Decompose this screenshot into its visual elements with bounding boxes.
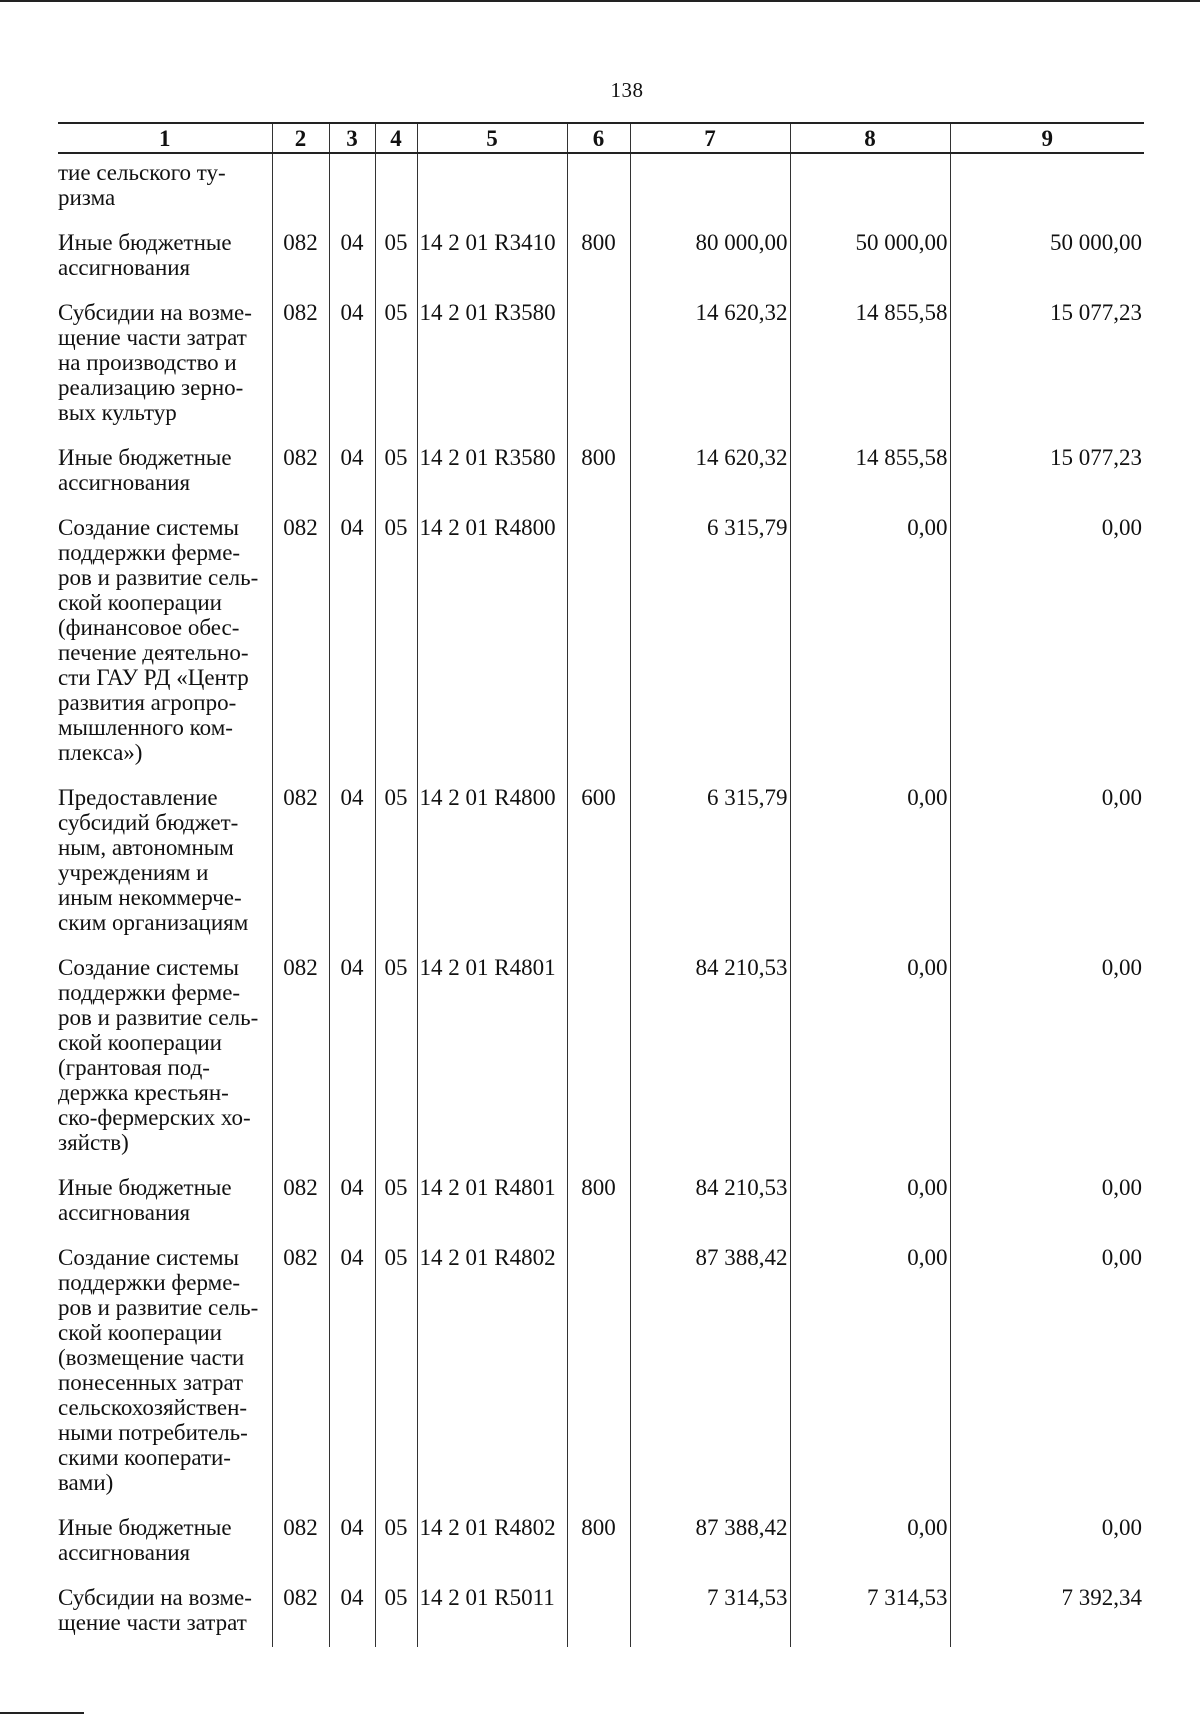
amount-col-7: 84 210,53	[630, 947, 790, 1167]
column-header: 5	[417, 123, 567, 153]
target-article-code: 14 2 01 R3580	[417, 437, 567, 507]
expense-type-code	[567, 1237, 630, 1507]
footnote-rule	[0, 1712, 84, 1714]
column-header: 4	[375, 123, 417, 153]
subsection-code: 05	[375, 292, 417, 437]
row-description: тие сельского ту- ризма	[58, 160, 226, 210]
subsection-code: 05	[375, 947, 417, 1167]
table-row	[58, 437, 1144, 507]
amount-col-8: 0,00	[790, 947, 950, 1167]
amount-col-7: 6 315,79	[630, 507, 790, 777]
table-row	[58, 292, 1144, 437]
column-header: 3	[329, 123, 375, 153]
section-code: 04	[329, 292, 375, 437]
expense-type-code	[567, 507, 630, 777]
top-border-line	[0, 0, 1200, 2]
amount-col-9: 0,00	[950, 1167, 1144, 1237]
row-description: Субсидии на возме- щение части затрат	[58, 1585, 252, 1635]
subsection-code: 05	[375, 437, 417, 507]
subsection-code	[375, 153, 417, 222]
amount-col-8: 50 000,00	[790, 222, 950, 292]
target-article-code: 14 2 01 R5011	[417, 1577, 567, 1647]
expense-type-code: 800	[567, 437, 630, 507]
amount-col-7: 14 620,32	[630, 437, 790, 507]
amount-col-8	[790, 153, 950, 222]
expense-type-code: 800	[567, 1167, 630, 1237]
expense-type-code	[567, 153, 630, 222]
ministry-code: 082	[272, 1577, 329, 1647]
amount-col-8: 0,00	[790, 1167, 950, 1237]
amount-col-8: 0,00	[790, 507, 950, 777]
table-row	[58, 1237, 1144, 1507]
expense-type-code	[567, 292, 630, 437]
section-code: 04	[329, 947, 375, 1167]
subsection-code: 05	[375, 777, 417, 947]
amount-col-7: 80 000,00	[630, 222, 790, 292]
ministry-code: 082	[272, 437, 329, 507]
row-description: Иные бюджетные ассигнования	[58, 1175, 232, 1225]
amount-col-9: 0,00	[950, 507, 1144, 777]
row-description: Иные бюджетные ассигнования	[58, 1515, 232, 1565]
ministry-code: 082	[272, 1237, 329, 1507]
ministry-code: 082	[272, 222, 329, 292]
ministry-code: 082	[272, 1167, 329, 1237]
section-code: 04	[329, 777, 375, 947]
section-code: 04	[329, 437, 375, 507]
column-header: 1	[58, 123, 272, 153]
row-description: Создание системы поддержки ферме- ров и развитие сель- ской кооперации (финансовое обес- печение деятельно- сти ГАУ РД «Центр развития агропро- мышленного ком- плекса»)	[58, 515, 259, 765]
expense-type-code: 800	[567, 222, 630, 292]
target-article-code: 14 2 01 R3580	[417, 292, 567, 437]
target-article-code: 14 2 01 R4801	[417, 1167, 567, 1237]
ministry-code	[272, 153, 329, 222]
amount-col-9	[950, 153, 1144, 222]
amount-col-7: 6 315,79	[630, 777, 790, 947]
expense-type-code: 800	[567, 1507, 630, 1577]
table-row	[58, 1167, 1144, 1237]
amount-col-8: 0,00	[790, 777, 950, 947]
column-header: 2	[272, 123, 329, 153]
amount-col-9: 0,00	[950, 1237, 1144, 1507]
row-description: Предоставление субсидий бюджет- ным, автономным учреждениям и иным некоммерче- ским организациям	[58, 785, 249, 935]
amount-col-7: 84 210,53	[630, 1167, 790, 1237]
subsection-code: 05	[375, 1237, 417, 1507]
row-description: Создание системы поддержки ферме- ров и развитие сель- ской кооперации (грантовая под- держка крестьян- ско-фермерских хо- зяйств)	[58, 955, 259, 1155]
amount-col-8: 14 855,58	[790, 437, 950, 507]
expense-type-code	[567, 1577, 630, 1647]
table-row	[58, 947, 1144, 1167]
table-header-row	[58, 123, 1144, 153]
subsection-code: 05	[375, 222, 417, 292]
subsection-code: 05	[375, 1167, 417, 1237]
ministry-code: 082	[272, 507, 329, 777]
table-row	[58, 777, 1144, 947]
column-header: 7	[630, 123, 790, 153]
target-article-code: 14 2 01 R4802	[417, 1237, 567, 1507]
target-article-code: 14 2 01 R4800	[417, 777, 567, 947]
amount-col-9: 0,00	[950, 1507, 1144, 1577]
table-row	[58, 222, 1144, 292]
section-code: 04	[329, 507, 375, 777]
column-header: 9	[950, 123, 1144, 153]
budget-table	[58, 122, 1144, 1647]
ministry-code: 082	[272, 292, 329, 437]
table-row	[58, 507, 1144, 777]
target-article-code: 14 2 01 R3410	[417, 222, 567, 292]
section-code	[329, 153, 375, 222]
amount-col-9: 15 077,23	[950, 292, 1144, 437]
subsection-code: 05	[375, 507, 417, 777]
expense-type-code	[567, 947, 630, 1167]
subsection-code: 05	[375, 1507, 417, 1577]
section-code: 04	[329, 1507, 375, 1577]
amount-col-9: 15 077,23	[950, 437, 1144, 507]
amount-col-8: 7 314,53	[790, 1577, 950, 1647]
target-article-code: 14 2 01 R4800	[417, 507, 567, 777]
subsection-code: 05	[375, 1577, 417, 1647]
ministry-code: 082	[272, 777, 329, 947]
column-header: 8	[790, 123, 950, 153]
ministry-code: 082	[272, 947, 329, 1167]
amount-col-9: 7 392,34	[950, 1577, 1144, 1647]
row-description: Иные бюджетные ассигнования	[58, 230, 232, 280]
row-description: Создание системы поддержки ферме- ров и развитие сель- ской кооперации (возмещение части понесенных затрат сельскохозяйствен- ными потребитель- скими кооперати- вами)	[58, 1245, 259, 1495]
amount-col-9: 0,00	[950, 947, 1144, 1167]
section-code: 04	[329, 1167, 375, 1237]
ministry-code: 082	[272, 1507, 329, 1577]
row-description: Иные бюджетные ассигнования	[58, 445, 232, 495]
table-row	[58, 1577, 1144, 1647]
section-code: 04	[329, 222, 375, 292]
amount-col-9: 50 000,00	[950, 222, 1144, 292]
section-code: 04	[329, 1577, 375, 1647]
target-article-code	[417, 153, 567, 222]
table-row	[58, 1507, 1144, 1577]
table-row	[58, 153, 1144, 222]
row-description: Субсидии на возме- щение части затрат на производство и реализацию зерно- вых культур	[58, 300, 252, 425]
amount-col-8: 14 855,58	[790, 292, 950, 437]
amount-col-7: 87 388,42	[630, 1237, 790, 1507]
amount-col-8: 0,00	[790, 1237, 950, 1507]
expense-type-code: 600	[567, 777, 630, 947]
section-code: 04	[329, 1237, 375, 1507]
page-number: 138	[610, 78, 644, 102]
amount-col-7: 14 620,32	[630, 292, 790, 437]
column-header: 6	[567, 123, 630, 153]
amount-col-7	[630, 153, 790, 222]
target-article-code: 14 2 01 R4801	[417, 947, 567, 1167]
amount-col-7: 87 388,42	[630, 1507, 790, 1577]
amount-col-8: 0,00	[790, 1507, 950, 1577]
amount-col-7: 7 314,53	[630, 1577, 790, 1647]
target-article-code: 14 2 01 R4802	[417, 1507, 567, 1577]
amount-col-9: 0,00	[950, 777, 1144, 947]
